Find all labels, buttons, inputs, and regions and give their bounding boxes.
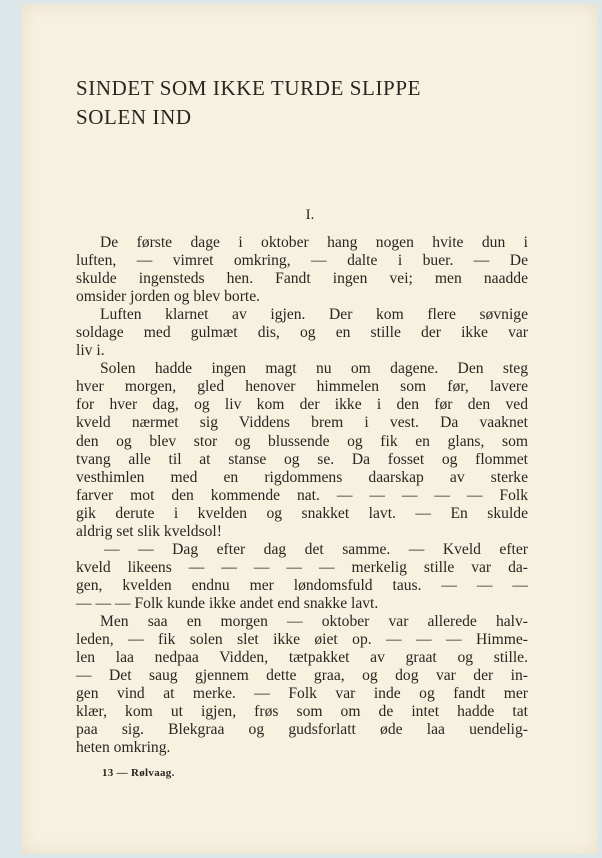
- text-line: luften, — vimret omkring, — dalte i buer. — De: [76, 252, 528, 270]
- chapter-title: [76, 74, 546, 132]
- text-line: gen vind at merke. — Folk var inde og fandt mer: [76, 685, 528, 703]
- book-page: [22, 4, 598, 854]
- text-line: Men saa en morgen — oktober var allerede halv-: [100, 612, 528, 630]
- text-line: vesthimlen med en rigdommens daarskap av sterke: [76, 468, 528, 486]
- signature-footer: 13 — Rølvaag.: [102, 767, 175, 779]
- text-line: soldage med gulmæt dis, og en stille der ikke var: [76, 324, 528, 342]
- text-line: den og blev stor og blussende og fik en glans, som: [76, 432, 528, 450]
- text-line: heten omkring.: [76, 739, 171, 757]
- text-line: aldrig set slik kveldsol!: [76, 522, 222, 540]
- text-line: De første dage i oktober hang nogen hvite dun i: [100, 234, 528, 251]
- text-line: kveld likeens — — — — — merkelig stille var da-: [76, 558, 528, 576]
- text-line: — — — Folk kunde ikke andet end snakke lavt.: [76, 594, 379, 612]
- text-line: skulde ingensteds hen. Fandt ingen vei; men naadde: [76, 270, 528, 288]
- text-line: len laa nedpaa Vidden, tætpakket av graat og stille.: [76, 649, 528, 667]
- text-line: liv i.: [76, 342, 105, 360]
- text-line: tvang alle til at stanse og se. Da fosset og flommet: [76, 450, 528, 468]
- text-line: kveld nærmet sig Viddens brem i vest. Da vaaknet: [76, 414, 528, 432]
- text-line: hver morgen, gled henover himmelen som før, lavere: [76, 378, 528, 396]
- chapter-title-line-1: SINDET SOM IKKE TURDE SLIPPE: [76, 76, 422, 100]
- text-line: klær, kom ut igjen, frøs som om de intet hadde tat: [76, 703, 528, 721]
- text-line: Solen hadde ingen magt nu om dagene. Den steg: [100, 360, 528, 378]
- body-text: [76, 234, 528, 757]
- chapter-title-line-2: SOLEN IND: [76, 105, 192, 129]
- text-line: gik derute i kvelden og snakket lavt. — En skulde: [76, 504, 528, 522]
- text-line: omsider jorden og blev borte.: [76, 288, 261, 306]
- text-line: — Det saug gjennem dette graa, og dog var der in-: [76, 667, 528, 685]
- text-line: Luften klarnet av igjen. Der kom flere søvnige: [100, 306, 528, 324]
- section-number: I.: [305, 207, 315, 223]
- text-line: gen, kvelden endnu mer løndomsfuld taus. — — —: [76, 576, 528, 594]
- text-line: — — Dag efter dag det samme. — Kveld efter: [104, 540, 528, 558]
- text-line: leden, — fik solen slet ikke øiet op. — — — Himme-: [76, 631, 528, 649]
- text-line: for hver dag, og liv kom der ikke i den før den ved: [76, 396, 528, 414]
- text-line: paa sig. Blekgraa og gudsforlatt øde laa uendelig-: [76, 721, 528, 739]
- text-line: farver mot den kommende nat. — — — — — Folk: [76, 486, 528, 504]
